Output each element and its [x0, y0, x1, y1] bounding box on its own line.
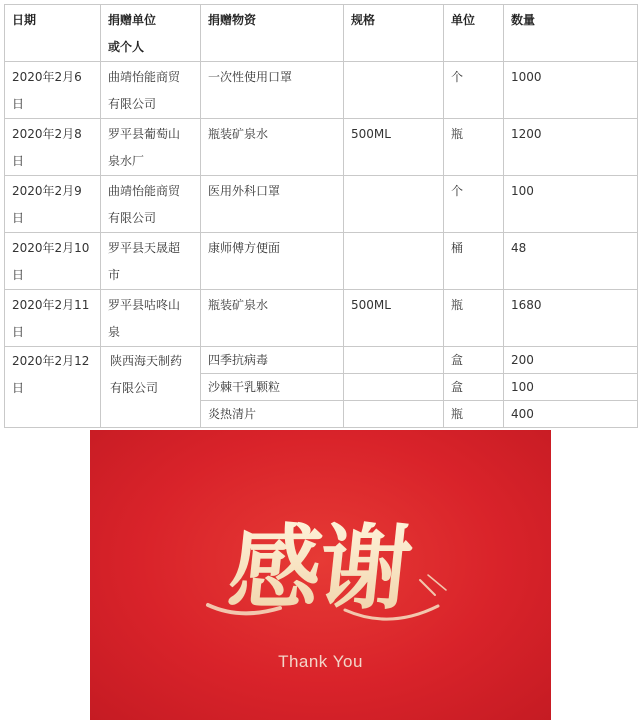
cell-item: [201, 347, 344, 374]
cell-donor-text: 陕西海天制药 有限公司: [110, 354, 183, 395]
header-donor: [101, 5, 201, 62]
cell-date: [5, 233, 101, 290]
cell-unit: [444, 62, 504, 119]
cell-date: [5, 347, 101, 428]
cell-date: [5, 119, 101, 176]
header-unit-text: 单位: [451, 13, 476, 27]
cell-donor: [101, 233, 201, 290]
cell-unit-text: 个: [451, 184, 464, 198]
cell-unit: [444, 119, 504, 176]
table-row: [5, 290, 638, 347]
cell-spec: [344, 290, 444, 347]
cell-spec: [344, 176, 444, 233]
cell-qty: [504, 290, 638, 347]
cell-spec: [344, 62, 444, 119]
cell-donor-text: 曲靖怡能商贸 有限公司: [108, 70, 181, 111]
cell-item: [201, 233, 344, 290]
cell-qty-text: 1000: [511, 70, 542, 84]
header-qty-text: 数量: [511, 13, 536, 27]
cell-donor-text: 曲靖怡能商贸 有限公司: [108, 184, 181, 225]
cell-unit-text: 个: [451, 70, 464, 84]
cell-donor: [101, 176, 201, 233]
cell-date-text: 2020年2月8 日: [12, 127, 82, 168]
cell-unit: [444, 347, 504, 374]
cell-item-text: 医用外科口罩: [208, 184, 281, 198]
cell-donor-text: 罗平县咕咚山 泉: [108, 298, 181, 339]
cell-donor: [101, 62, 201, 119]
cell-qty-text: 200: [511, 353, 534, 367]
header-item: [201, 5, 344, 62]
cell-item: [201, 290, 344, 347]
header-donor-text: 捐赠单位 或个人: [108, 13, 157, 54]
thank-you-banner: [90, 430, 551, 720]
header-spec: [344, 5, 444, 62]
header-spec-text: 规格: [351, 13, 376, 27]
cell-unit-text: 桶: [451, 241, 464, 255]
cell-item: [201, 176, 344, 233]
cell-unit: [444, 233, 504, 290]
donation-table: [4, 4, 638, 428]
header-date: [5, 5, 101, 62]
cell-unit: [444, 176, 504, 233]
cell-qty-text: 100: [511, 184, 534, 198]
cell-qty: [504, 401, 638, 428]
cell-item: [201, 374, 344, 401]
cell-item: [201, 119, 344, 176]
table-row: [5, 233, 638, 290]
cell-spec: [344, 401, 444, 428]
cell-unit-text: 盒: [451, 380, 464, 394]
cell-qty-text: 1200: [511, 127, 542, 141]
cell-donor-text: 罗平县天晟超 市: [108, 241, 181, 282]
cell-date-text: 2020年2月6 日: [12, 70, 82, 111]
cell-unit-text: 瓶: [451, 127, 464, 141]
cell-qty-text: 1680: [511, 298, 542, 312]
thank-you-calligraphy: [90, 430, 551, 720]
cell-spec: [344, 347, 444, 374]
cell-item-text: 康师傅方便面: [208, 241, 281, 255]
cell-qty-text: 48: [511, 241, 527, 255]
cell-item: [201, 62, 344, 119]
cell-item-text: 一次性使用口罩: [208, 70, 293, 84]
cell-qty: [504, 233, 638, 290]
cell-unit: [444, 374, 504, 401]
cell-qty: [504, 62, 638, 119]
table-header-row: [5, 5, 638, 62]
header-unit: [444, 5, 504, 62]
cell-date-text: 2020年2月9 日: [12, 184, 82, 225]
cell-item: [201, 401, 344, 428]
cell-spec: [344, 233, 444, 290]
cell-qty: [504, 176, 638, 233]
cell-item-text: 四季抗病毒: [208, 353, 269, 367]
cell-qty: [504, 119, 638, 176]
thanks-subtitle: Thank You: [278, 652, 363, 671]
cell-unit: [444, 401, 504, 428]
cell-spec: [344, 374, 444, 401]
cell-donor: [101, 119, 201, 176]
cell-unit-text: 瓶: [451, 407, 464, 421]
cell-donor-text: 罗平县葡萄山 泉水厂: [108, 127, 181, 168]
cell-item-text: 瓶装矿泉水: [208, 127, 269, 141]
cell-unit-text: 瓶: [451, 298, 464, 312]
header-date-text: 日期: [12, 13, 37, 27]
cell-item-text: 炎热清片: [208, 407, 257, 421]
table-row: [5, 62, 638, 119]
cell-unit: [444, 290, 504, 347]
cell-date-text: 2020年2月11 日: [12, 298, 90, 339]
cell-spec: [344, 119, 444, 176]
cell-date: [5, 62, 101, 119]
cell-date-text: 2020年2月12 日: [12, 354, 90, 395]
cell-qty: [504, 374, 638, 401]
thanks-title: 感谢: [223, 513, 416, 622]
cell-donor: [101, 290, 201, 347]
cell-date: [5, 290, 101, 347]
cell-spec-text: 500ML: [351, 127, 391, 141]
table-body: [5, 62, 638, 428]
table-row: [5, 347, 638, 374]
header-qty: [504, 5, 638, 62]
cell-item-text: 瓶装矿泉水: [208, 298, 269, 312]
cell-unit-text: 盒: [451, 353, 464, 367]
header-item-text: 捐赠物资: [208, 13, 257, 27]
cell-qty-text: 400: [511, 407, 534, 421]
table-row: [5, 119, 638, 176]
cell-date-text: 2020年2月10 日: [12, 241, 90, 282]
cell-donor: [101, 347, 201, 428]
cell-qty-text: 100: [511, 380, 534, 394]
cell-qty: [504, 347, 638, 374]
cell-item-text: 沙棘干乳颗粒: [208, 380, 281, 394]
cell-date: [5, 176, 101, 233]
cell-spec-text: 500ML: [351, 298, 391, 312]
table-row: [5, 176, 638, 233]
